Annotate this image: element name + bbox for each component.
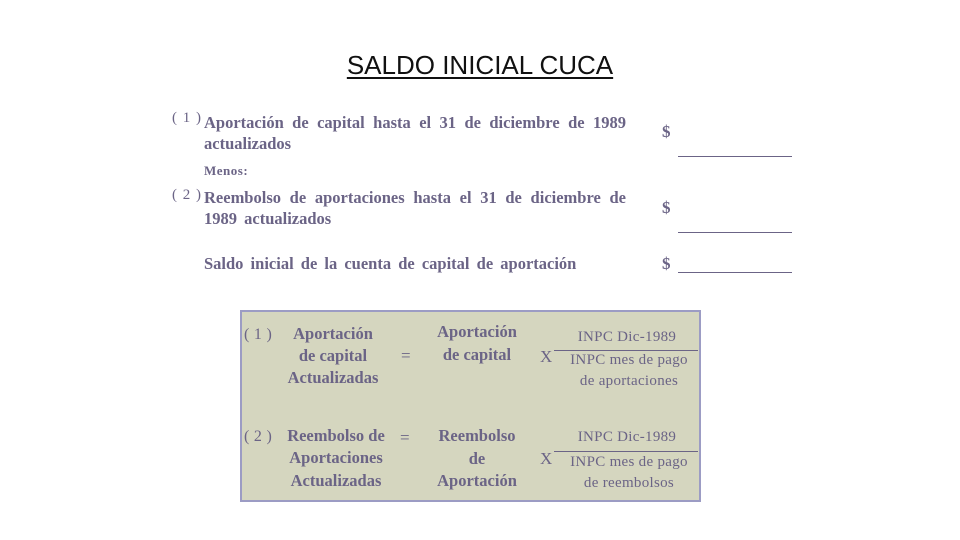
formula-2-denominator-line-2: de reembolsos xyxy=(583,475,675,491)
formula-2-equals: = xyxy=(400,428,410,447)
menos-label: Menos: xyxy=(204,163,249,178)
item-2-number: ( 2 ) xyxy=(172,187,202,203)
formula-2-numerator: INPC Dic-1989 xyxy=(577,429,677,445)
saldo-currency: $ xyxy=(662,254,671,273)
item-1-number: ( 1 ) xyxy=(172,110,202,126)
formula-1-lhs-line-3: Actualizadas xyxy=(287,368,379,387)
formula-1-denominator-line-1: INPC mes de pago xyxy=(570,352,688,368)
formula-2-fraction-line xyxy=(554,451,698,452)
saldo-text: Saldo inicial de la cuenta de capital de aportación xyxy=(204,254,577,273)
formula-2-rhs-line-1: Reembolso xyxy=(438,426,516,445)
formula-1-rhs-line-2: de capital xyxy=(442,345,512,364)
formula-2-times: X xyxy=(540,449,553,468)
formula-1-denominator-line-2: de aportaciones xyxy=(579,373,679,389)
formula-2-denominator-line-1: INPC mes de pago xyxy=(570,454,688,470)
item-2-currency: $ xyxy=(662,198,671,217)
formula-2-lhs-line-1: Reembolso de xyxy=(287,426,385,445)
formula-2-number: ( 2 ) xyxy=(244,428,273,445)
formula-2-rhs-line-3: Aportación xyxy=(437,471,517,490)
formula-1-lhs-line-2: de capital xyxy=(298,346,368,365)
formula-1-lhs-line-1: Aportación xyxy=(293,324,373,343)
formula-2-lhs-line-3: Actualizadas xyxy=(290,471,382,490)
item-1-currency: $ xyxy=(662,122,671,141)
formula-1-fraction-line xyxy=(554,350,698,351)
formula-2-lhs-line-2: Aportaciones xyxy=(289,448,383,467)
formula-1-numerator: INPC Dic-1989 xyxy=(577,329,677,345)
formula-1-equals: = xyxy=(401,346,411,365)
saldo-blank-line xyxy=(678,272,792,273)
item-2-text: Reembolso de aportaciones hasta el 31 de diciembre de 1989 actualizados xyxy=(204,188,626,228)
formula-2-rhs-line-2: de xyxy=(468,449,486,468)
item-1-text: Aportación de capital hasta el 31 de diciembre de 1989 actualizados xyxy=(204,113,626,153)
page-title: SALDO INICIAL CUCA xyxy=(346,50,614,80)
formula-1-times: X xyxy=(540,347,553,366)
item-2-blank-line xyxy=(678,232,792,233)
formula-1-rhs-line-1: Aportación xyxy=(437,322,517,341)
formula-box xyxy=(240,310,701,502)
formula-1-number: ( 1 ) xyxy=(244,326,273,343)
item-1-blank-line xyxy=(678,156,792,157)
